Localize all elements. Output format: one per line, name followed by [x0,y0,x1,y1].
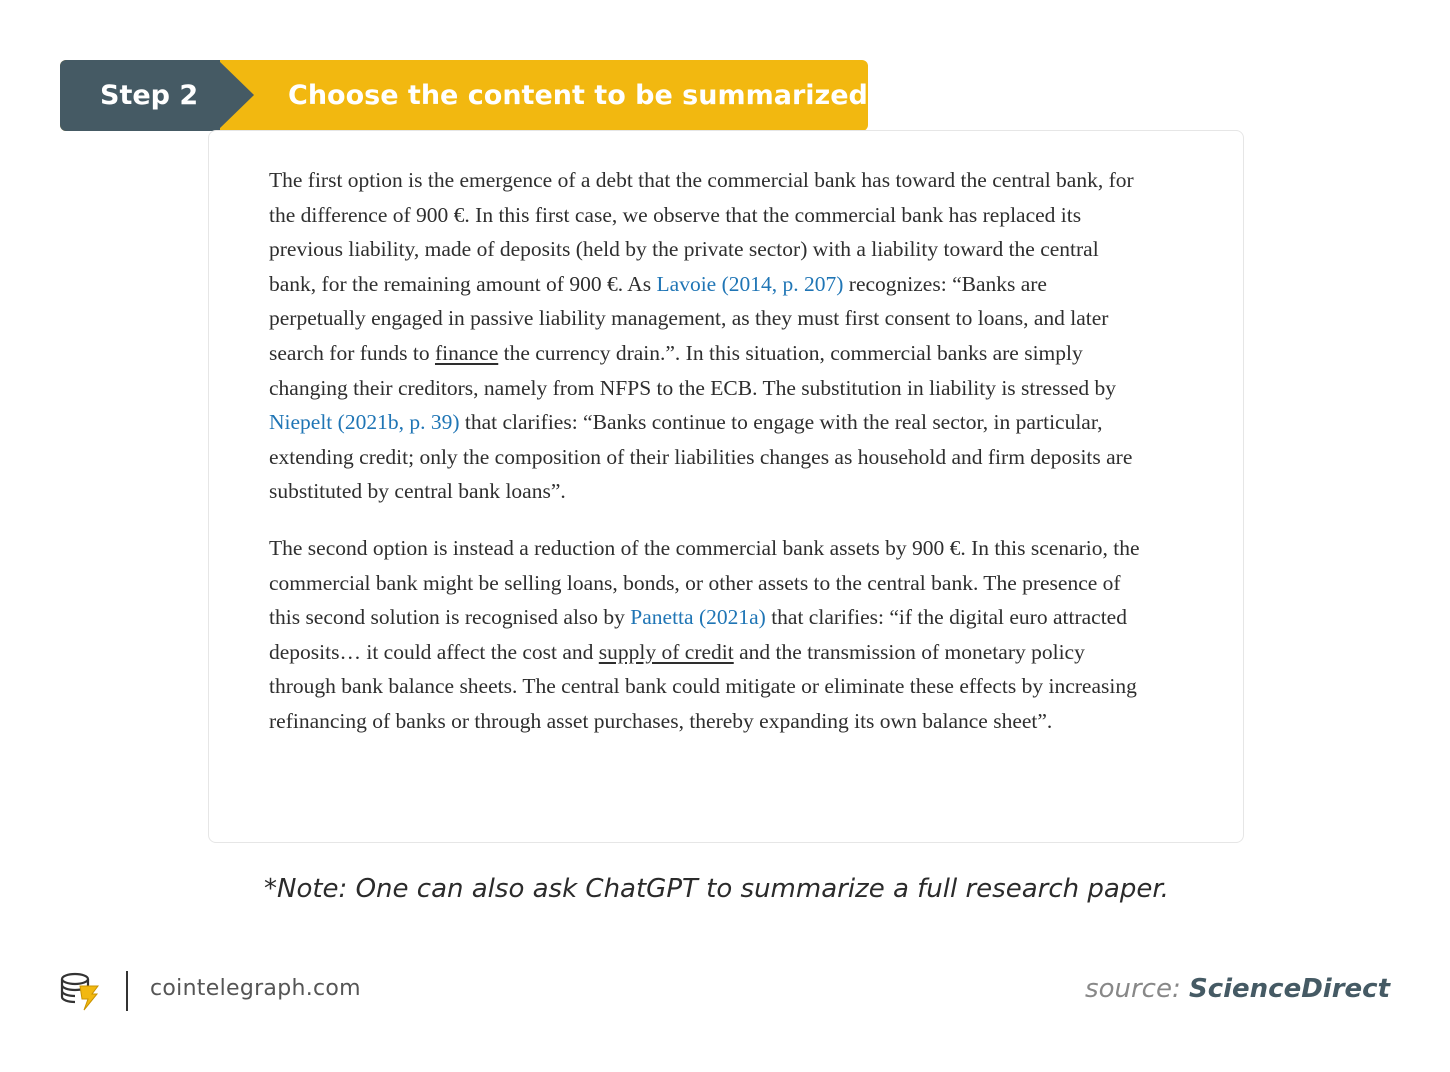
glossary-link-finance[interactable]: finance [434,340,499,365]
article-text [269,163,1149,761]
paragraph-text: The second option is instead a reduction of the commercial bank assets by 900 €. In this scenario, the commercial bank might be selling loans, bonds, or other assets to the central bank. The presence of this second solution is recognised also by [269,535,1140,630]
paragraph-text: The first option is the emergence of a debt that the commercial bank has toward the central bank, for the difference of 900 €. In this first case, we observe that the commercial bank has replaced its previous liability, made of deposits (held by the private sector) with a liability toward the central bank, for the remaining amount of 900 €. As [269,168,1134,296]
paragraph-text: and the transmission of monetary policy through bank balance sheets. The central bank could mitigate or eliminate these effects by increasing refinancing of banks or through asset purchases, thereby expanding its own balance sheet”. [269,639,1137,733]
source-prefix: source: [1085,974,1189,1004]
paragraph-text: that clarifies: “if the digital euro attracted deposits… it could affect the cost and [269,605,1127,664]
step-title: Choose the content to be summarized [288,80,868,111]
step-banner [60,60,868,131]
paragraph-text: that clarifies: “Banks continue to engage with the real sector, in particular, extending credit; only the composition of their liabilities changes as household and firm deposits are substituted by central bank loans”. [269,410,1133,504]
step-label: Step 2 [60,60,220,131]
citation-link-panetta[interactable]: Panetta (2021a) [630,605,766,630]
article-paragraph-1 [269,163,1149,509]
footnote: *Note: One can also ask ChatGPT to summarize a full research paper. [264,874,1169,904]
source-name: ScienceDirect [1188,974,1390,1004]
step-arrow-shape [218,60,254,130]
article-paragraph-2 [269,531,1149,739]
citation-link-lavoie[interactable]: Lavoie (2014, p. 207) [656,271,844,296]
paragraph-text: recognizes: “Banks are perpetually engaged in passive liability management, as they must first consent to loans, and later search for funds to [269,271,1109,365]
site-url[interactable]: cointelegraph.com [150,976,361,1001]
source-credit [1085,974,1390,1004]
cointelegraph-logo-icon [58,968,104,1014]
citation-link-niepelt[interactable]: Niepelt (2021b, p. 39) [269,410,460,435]
paragraph-text: the currency drain.”. In this situation, commercial banks are simply changing their creditors, namely from NFPS to the ECB. The substitution in liability is stressed by [269,340,1116,400]
footer-divider [126,971,128,1011]
glossary-link-supply-of-credit[interactable]: supply of credit [598,639,734,664]
article-excerpt-card [208,130,1244,843]
